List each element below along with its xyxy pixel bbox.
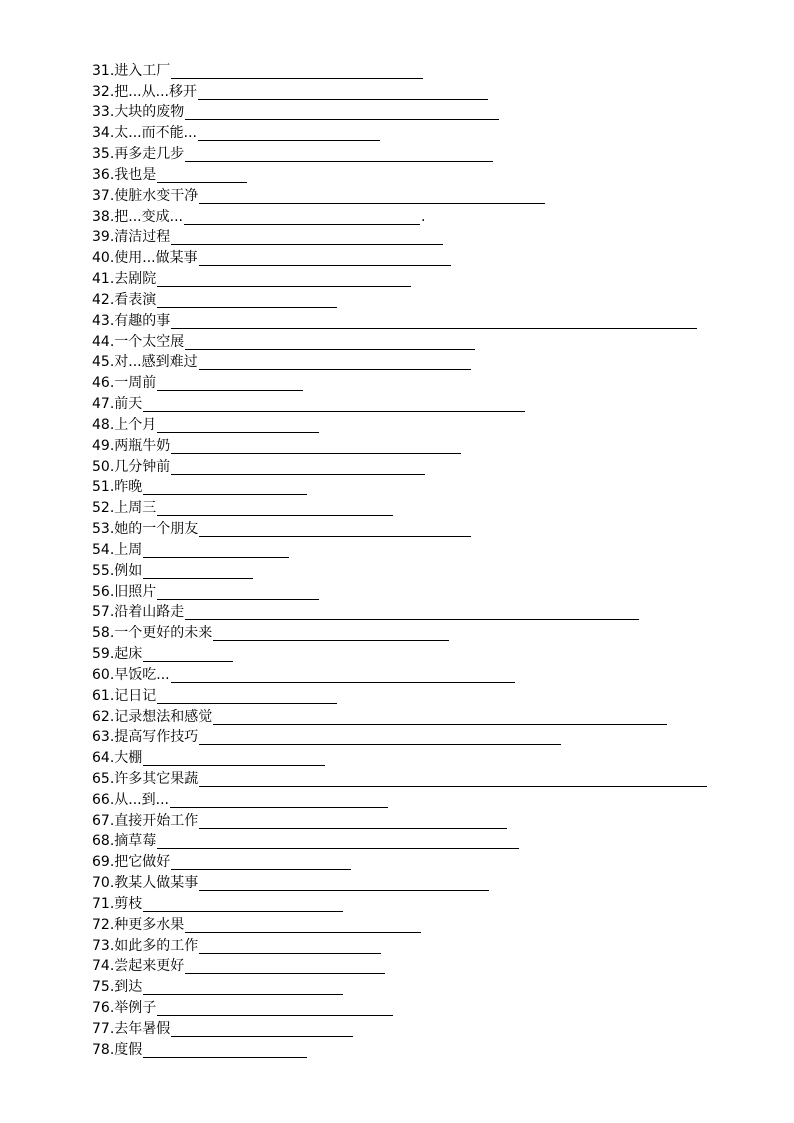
item-prompt: 从...到... [114, 791, 169, 808]
exercise-item [92, 227, 752, 248]
item-prompt: 清洁过程 [114, 229, 171, 246]
item-number: 58. [92, 625, 115, 642]
item-prompt: 看表演 [114, 291, 157, 308]
exercise-item [92, 102, 752, 123]
exercise-item [92, 789, 752, 810]
item-prompt: 例如 [114, 562, 143, 579]
exercise-item [92, 81, 752, 102]
answer-blank[interactable] [157, 689, 337, 704]
answer-blank[interactable] [199, 189, 545, 204]
item-prompt: 我也是 [114, 166, 157, 183]
exercise-item [92, 539, 752, 560]
item-prompt: 把...变成... [114, 208, 183, 225]
answer-blank[interactable] [171, 668, 515, 683]
answer-blank[interactable] [213, 626, 449, 641]
answer-blank[interactable] [184, 210, 420, 225]
item-prompt: 旧照片 [114, 583, 157, 600]
answer-blank[interactable] [143, 980, 343, 995]
exercise-item [92, 185, 752, 206]
exercise-item [92, 477, 752, 498]
answer-blank[interactable] [185, 918, 421, 933]
answer-blank[interactable] [199, 876, 489, 891]
exercise-item [92, 914, 752, 935]
answer-blank[interactable] [143, 397, 525, 412]
item-number: 66. [92, 791, 115, 808]
exercise-item [92, 706, 752, 727]
answer-blank[interactable] [199, 730, 561, 745]
item-number: 69. [92, 854, 115, 871]
exercise-item [92, 289, 752, 310]
item-prompt: 摘草莓 [114, 833, 157, 850]
answer-blank[interactable] [185, 335, 475, 350]
item-prompt: 上个月 [114, 416, 157, 433]
item-number: 52. [92, 500, 115, 517]
item-prompt: 举例子 [114, 1000, 157, 1017]
item-number: 38. [92, 208, 115, 225]
answer-blank[interactable] [157, 293, 337, 308]
item-prompt: 她的一个朋友 [114, 521, 199, 538]
answer-blank[interactable] [198, 126, 380, 141]
item-prompt: 把它做好 [114, 854, 171, 871]
item-prompt: 大棚 [114, 750, 143, 767]
item-number: 56. [92, 583, 115, 600]
answer-blank[interactable] [171, 439, 461, 454]
item-number: 50. [92, 458, 115, 475]
worksheet [92, 60, 752, 1060]
exercise-item [92, 602, 752, 623]
item-prompt: 使用...做某事 [114, 250, 198, 267]
exercise-item [92, 581, 752, 602]
item-number: 68. [92, 833, 115, 850]
answer-blank[interactable] [143, 543, 289, 558]
answer-blank[interactable] [171, 64, 423, 79]
item-number: 42. [92, 291, 115, 308]
exercise-item [92, 331, 752, 352]
item-number: 49. [92, 437, 115, 454]
exercise-item [92, 956, 752, 977]
answer-blank[interactable] [157, 168, 247, 183]
answer-blank[interactable] [171, 855, 351, 870]
exercise-item [92, 122, 752, 143]
item-prompt: 如此多的工作 [114, 937, 199, 954]
answer-blank[interactable] [157, 1001, 393, 1016]
item-prompt: 记日记 [114, 687, 157, 704]
item-prompt: 对...感到难过 [114, 354, 198, 371]
item-prompt: 早饭吃... [114, 666, 170, 683]
exercise-item [92, 872, 752, 893]
answer-blank[interactable] [198, 85, 488, 100]
item-prompt: 教某人做某事 [114, 875, 199, 892]
item-number: 47. [92, 396, 115, 413]
exercise-item [92, 810, 752, 831]
item-number: 71. [92, 895, 115, 912]
item-number: 53. [92, 521, 115, 538]
item-number: 60. [92, 666, 115, 683]
answer-blank[interactable] [170, 793, 388, 808]
answer-blank[interactable] [199, 355, 471, 370]
item-number: 67. [92, 812, 115, 829]
item-number: 40. [92, 250, 115, 267]
item-prompt: 有趣的事 [114, 312, 171, 329]
exercise-item [92, 685, 752, 706]
item-prompt: 剪枝 [114, 895, 143, 912]
exercise-item [92, 164, 752, 185]
item-prompt: 尝起来更好 [114, 958, 185, 975]
item-prompt: 一周前 [114, 375, 157, 392]
item-number: 78. [92, 1041, 115, 1058]
answer-blank[interactable] [185, 147, 493, 162]
exercise-item [92, 727, 752, 748]
item-prompt: 进入工厂 [114, 62, 171, 79]
item-prompt: 一个太空展 [114, 333, 185, 350]
item-number: 64. [92, 750, 115, 767]
item-number: 32. [92, 83, 115, 100]
item-prompt: 到达 [114, 979, 143, 996]
item-number: 39. [92, 229, 115, 246]
item-prompt: 提高写作技巧 [114, 729, 199, 746]
answer-blank[interactable] [213, 710, 667, 725]
item-number: 55. [92, 562, 115, 579]
item-number: 74. [92, 958, 115, 975]
item-number: 57. [92, 604, 115, 621]
exercise-item [92, 997, 752, 1018]
answer-blank[interactable] [143, 564, 253, 579]
item-number: 51. [92, 479, 115, 496]
item-number: 34. [92, 125, 115, 142]
item-prompt: 上周 [114, 541, 143, 558]
exercise-item [92, 893, 752, 914]
exercise-item [92, 622, 752, 643]
exercise-item [92, 352, 752, 373]
answer-blank[interactable] [171, 230, 443, 245]
answer-blank[interactable] [157, 834, 519, 849]
item-prompt: 昨晚 [114, 479, 143, 496]
exercise-item [92, 372, 752, 393]
item-prompt: 去年暑假 [114, 1020, 171, 1037]
item-prompt: 前天 [114, 396, 143, 413]
answer-blank[interactable] [185, 605, 639, 620]
answer-blank[interactable] [157, 585, 319, 600]
item-number: 65. [92, 770, 115, 787]
answer-blank[interactable] [157, 501, 393, 516]
item-number: 35. [92, 146, 115, 163]
answer-blank[interactable] [199, 814, 507, 829]
item-prompt: 几分钟前 [114, 458, 171, 475]
answer-blank[interactable] [171, 314, 697, 329]
item-number: 72. [92, 916, 115, 933]
answer-blank[interactable] [143, 647, 233, 662]
exercise-item [92, 247, 752, 268]
exercise-item [92, 560, 752, 581]
exercise-item [92, 664, 752, 685]
item-number: 54. [92, 541, 115, 558]
item-prompt: 再多走几步 [114, 146, 185, 163]
item-prompt: 去剧院 [114, 271, 157, 288]
item-prompt: 沿着山路走 [114, 604, 185, 621]
item-number: 73. [92, 937, 115, 954]
answer-blank[interactable] [199, 772, 707, 787]
item-prompt: 把...从...移开 [114, 83, 197, 100]
exercise-item [92, 143, 752, 164]
item-number: 70. [92, 875, 115, 892]
item-number: 77. [92, 1020, 115, 1037]
exercise-item [92, 747, 752, 768]
exercise-item [92, 851, 752, 872]
item-number: 41. [92, 271, 115, 288]
item-number: 46. [92, 375, 115, 392]
exercise-item [92, 935, 752, 956]
exercise-item [92, 497, 752, 518]
answer-blank[interactable] [185, 959, 385, 974]
answer-blank[interactable] [143, 897, 343, 912]
exercise-item [92, 643, 752, 664]
item-prompt: 记录想法和感觉 [114, 708, 213, 725]
item-prompt: 太...而不能... [114, 125, 197, 142]
exercise-item [92, 1039, 752, 1060]
item-number: 33. [92, 104, 115, 121]
item-number: 62. [92, 708, 115, 725]
answer-blank[interactable] [157, 418, 319, 433]
answer-blank[interactable] [157, 272, 411, 287]
exercise-item [92, 976, 752, 997]
exercise-item [92, 768, 752, 789]
item-number: 63. [92, 729, 115, 746]
exercise-item [92, 60, 752, 81]
exercise-item [92, 206, 752, 227]
item-number: 45. [92, 354, 115, 371]
answer-blank[interactable] [185, 105, 499, 120]
answer-blank[interactable] [171, 1022, 353, 1037]
answer-blank[interactable] [199, 939, 381, 954]
item-number: 75. [92, 979, 115, 996]
item-prompt: 一个更好的未来 [114, 625, 213, 642]
item-prompt: 使脏水变干净 [114, 187, 199, 204]
item-number: 37. [92, 187, 115, 204]
item-number: 43. [92, 312, 115, 329]
answer-blank[interactable] [143, 751, 325, 766]
exercise-item [92, 310, 752, 331]
item-prompt: 度假 [114, 1041, 143, 1058]
exercise-item [92, 414, 752, 435]
exercise-item [92, 518, 752, 539]
item-prompt: 起床 [114, 646, 143, 663]
exercise-item [92, 268, 752, 289]
item-prompt: 许多其它果蔬 [114, 770, 199, 787]
item-number: 48. [92, 416, 115, 433]
answer-blank[interactable] [143, 1043, 307, 1058]
item-prompt: 两瓶牛奶 [114, 437, 171, 454]
answer-blank[interactable] [199, 522, 471, 537]
exercise-item [92, 456, 752, 477]
item-number: 76. [92, 1000, 115, 1017]
answer-blank[interactable] [157, 376, 303, 391]
answer-blank[interactable] [171, 460, 425, 475]
answer-blank[interactable] [199, 251, 451, 266]
exercise-item [92, 831, 752, 852]
exercise-item [92, 393, 752, 414]
answer-blank[interactable] [143, 480, 307, 495]
item-number: 36. [92, 166, 115, 183]
item-prompt: 大块的废物 [114, 104, 185, 121]
item-number: 31. [92, 62, 115, 79]
item-number: 61. [92, 687, 115, 704]
item-prompt: 种更多水果 [114, 916, 185, 933]
item-prompt: 上周三 [114, 500, 157, 517]
item-prompt: 直接开始工作 [114, 812, 199, 829]
item-number: 59. [92, 646, 115, 663]
exercise-item [92, 435, 752, 456]
item-tail-punctuation: . [420, 208, 426, 225]
exercise-item [92, 1018, 752, 1039]
item-number: 44. [92, 333, 115, 350]
